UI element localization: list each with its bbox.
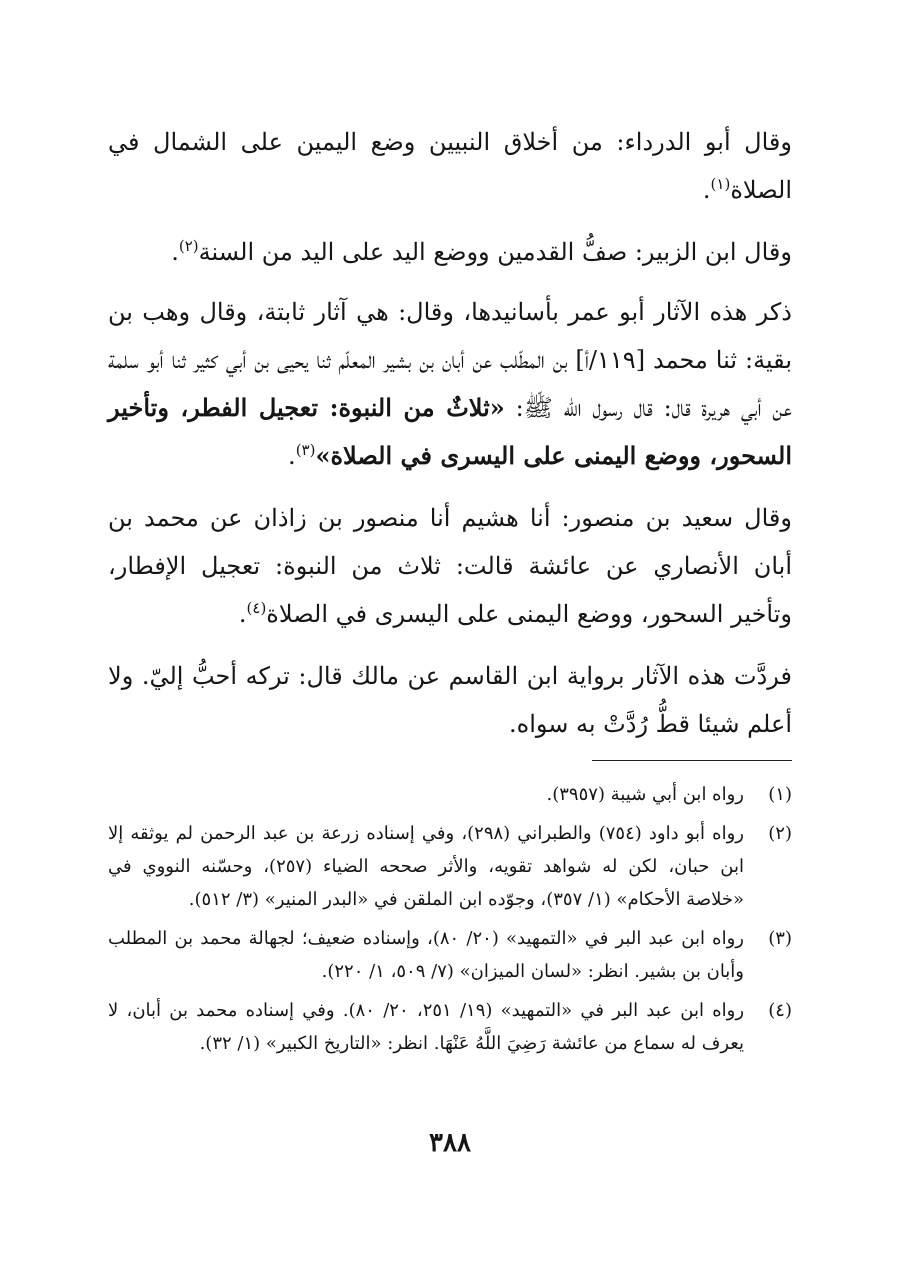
paragraph-ibn-qasim bbox=[108, 652, 792, 748]
paragraph-said-ibn-mansur bbox=[108, 494, 792, 638]
footnote-ref-1[interactable]: (١) bbox=[710, 175, 731, 193]
footnote-ref-2[interactable]: (٢) bbox=[178, 237, 199, 255]
paragraph-ibn-zubair bbox=[108, 228, 792, 276]
page-number: ٣٨٨ bbox=[429, 1128, 471, 1158]
footnote-1 bbox=[108, 778, 792, 811]
paragraph-end: . bbox=[171, 238, 179, 266]
main-text bbox=[108, 118, 792, 762]
paragraph-abu-darda bbox=[108, 118, 792, 214]
footnote-number: (٤) bbox=[768, 1000, 792, 1021]
footnote-ref-4[interactable]: (٤) bbox=[246, 599, 267, 617]
footnote-number: (٣) bbox=[768, 928, 792, 949]
hadith-quote: «ثلاثٌ من النبوة: تعجيل الفطر، وتأخير السحور، ووضع اليمنى على اليسرى في الصلاة» bbox=[108, 393, 792, 470]
paragraph-text: وقال ابن الزبير: صفُّ القدمين ووضع اليد على اليد من السنة bbox=[198, 238, 792, 266]
footnote-ref-3[interactable]: (٣) bbox=[295, 441, 316, 459]
footnote-2 bbox=[108, 817, 792, 916]
footnote-text: رواه ابن أبي شيبة (٣٩٥٧). bbox=[546, 784, 744, 805]
paragraph-text: وقال سعيد بن منصور: أنا هشيم أنا منصور بن زاذان عن محمد بن أبان الأنصاري عن عائشة قالت: ثلاث من النبوة: تعجيل الإفطار، وتأخير السحور، ووضع اليمنى على اليسرى في الصلاة bbox=[108, 504, 792, 628]
paragraph-abu-umar bbox=[108, 288, 792, 480]
footnote-4 bbox=[108, 994, 792, 1060]
footnote-text: رواه أبو داود (٧٥٤) والطبراني (٢٩٨)، وفي إسناده زرعة بن عبد الرحمن لم يوثقه إلا ابن حبان، لكن له شواهد تقويه، والأثر صححه الضياء (٢٥٧)، وحسّنه النووي في «خلاصة الأحكام» (١/ ٣٥٧)، وجوّده ابن الملقن في «البدر المنير» (٣/ ٥١٢). bbox=[108, 823, 744, 910]
footnote-3 bbox=[108, 922, 792, 988]
footnote-text: رواه ابن عبد البر في «التمهيد» (٢٠/ ٨٠)، وإسناده ضعيف؛ لجهالة محمد بن المطلب وأبان بن بشير. انظر: «لسان الميزان» (٧/ ٥٠٩، ١/ ٢٢٠). bbox=[108, 928, 745, 982]
footnotes bbox=[108, 778, 792, 1066]
footnote-separator bbox=[592, 760, 792, 761]
footnote-text: رواه ابن عبد البر في «التمهيد» (١٩/ ٢٥١، ٢٠/ ٨٠). وفي إسناده محمد بن أبان، لا يعرف له سماع من عائشة رَضِيَ اللَّهُ عَنْهَا. انظر: «التاريخ الكبير» (١/ ٣٢). bbox=[108, 1000, 745, 1054]
footnote-number: (٢) bbox=[768, 823, 792, 844]
paragraph-text: ذكر هذه الآثار أبو عمر بأسانيدها، وقال: هي آثار ثابتة، وقال وهب بن بقية: ثنا محمد [١١٩/أ] بن المطّلب عن أبان بن بشير المعلّم ثنا يحيى بن أبي كثير ثنا أبو سلمة عن أبي هريرة قال: قال رسول الله ﷺ: bbox=[108, 298, 792, 422]
paragraph-text: وقال أبو الدرداء: من أخلاق النبيين وضع اليمين على الشمال في الصلاة bbox=[108, 128, 792, 204]
paragraph-end: . bbox=[288, 442, 296, 470]
footnote-number: (١) bbox=[768, 784, 792, 805]
paragraph-text: فردَّت هذه الآثار برواية ابن القاسم عن مالك قال: تركه أحبُّ إليّ. ولا أعلم شيئا قطُّ رُدَّتْ به سواه. bbox=[108, 662, 792, 738]
paragraph-end: . bbox=[702, 176, 711, 204]
paragraph-end: . bbox=[238, 600, 247, 628]
